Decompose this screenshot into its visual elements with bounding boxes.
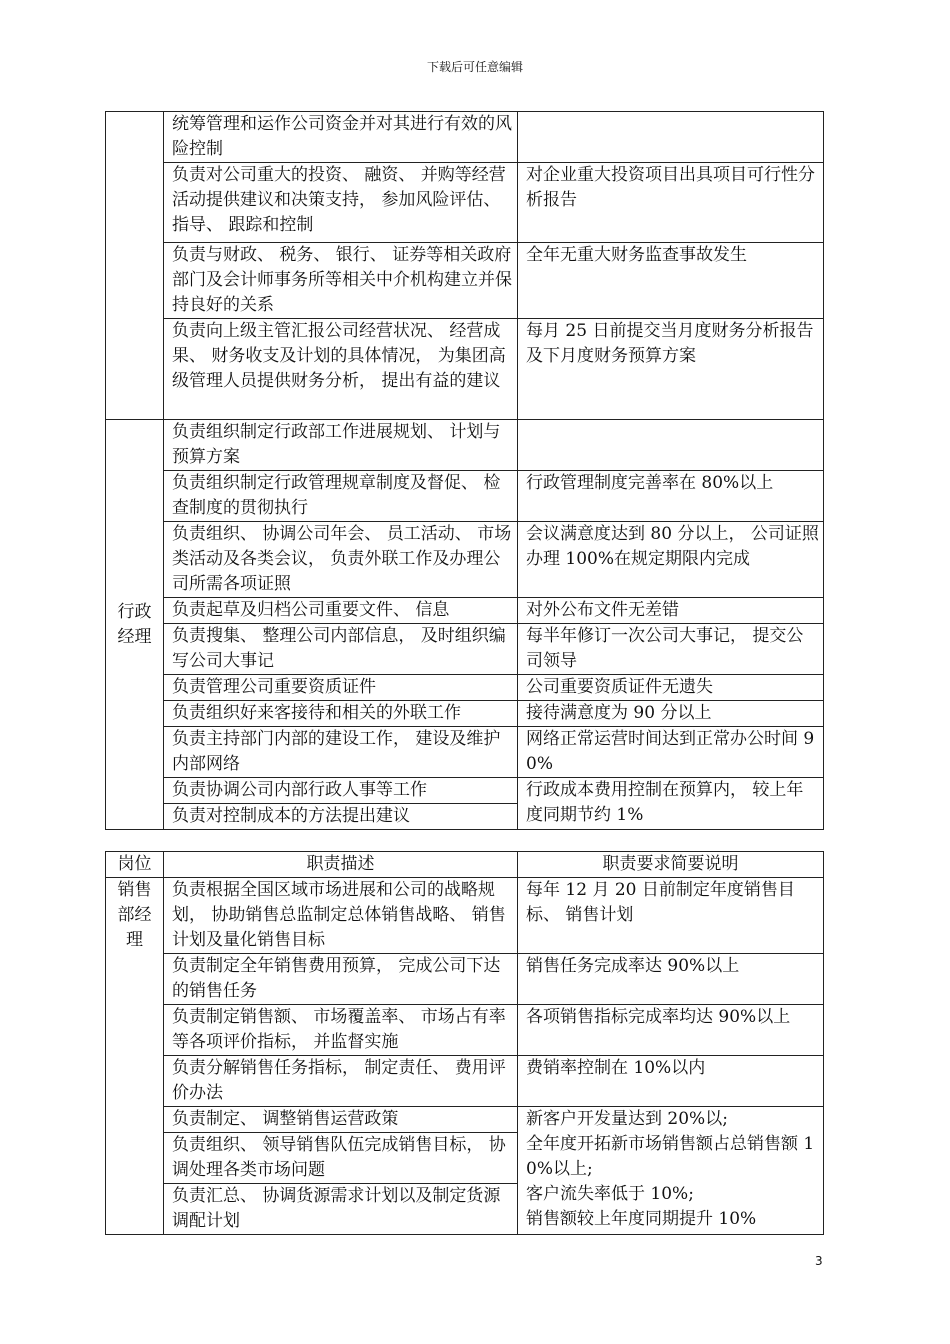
duty-cell: 负责制定、 调整销售运营政策 <box>164 1107 518 1133</box>
table-row <box>106 1005 824 1056</box>
table-row <box>106 624 824 675</box>
duty-cell: 负责对公司重大的投资、 融资、 并购等经营活动提供建议和决策支持， 参加风险评估、 指导、 跟踪和控制 <box>164 163 518 243</box>
duty-cell: 负责搜集、 整理公司内部信息， 及时组织编写公司大事记 <box>164 624 518 675</box>
table-row <box>106 878 824 954</box>
duty-cell: 负责对控制成本的方法提出建议 <box>164 804 518 830</box>
table-row <box>106 1107 824 1133</box>
duty-cell: 负责分解销售任务指标， 制定责任、 费用评价办法 <box>164 1056 518 1107</box>
header-requirement: 职责要求简要说明 <box>518 852 824 878</box>
requirement-cell: 公司重要资质证件无遗失 <box>518 675 824 701</box>
requirement-line: 销售额较上年度同期提升 10% <box>526 1209 757 1229</box>
duty-cell: 负责组织制定行政部工作进展规划、 计划与预算方案 <box>164 420 518 471</box>
requirement-cell: 行政成本费用控制在预算内， 较上年度同期节约 1% <box>518 778 824 830</box>
duty-cell: 负责组织好来客接待和相关的外联工作 <box>164 701 518 727</box>
duty-cell: 统筹管理和运作公司资金并对其进行有效的风险控制 <box>164 112 518 163</box>
table-row <box>106 112 824 163</box>
header-duty: 职责描述 <box>164 852 518 878</box>
position-cell-empty <box>106 112 164 420</box>
table-row <box>106 163 824 243</box>
requirement-cell-merged <box>518 1107 824 1235</box>
position-cell-admin-manager: 行政经理 <box>106 420 164 830</box>
requirement-cell: 网络正常运营时间达到正常办公时间 90% <box>518 727 824 778</box>
table-row <box>106 243 824 319</box>
position-cell-sales-manager: 销售部经理 <box>106 878 164 1235</box>
duty-cell: 负责组织、 领导销售队伍完成销售目标， 协调处理各类市场问题 <box>164 1133 518 1184</box>
table-row <box>106 319 824 420</box>
requirement-cell: 接待满意度为 90 分以上 <box>518 701 824 727</box>
requirement-line: 全年度开拓新市场销售额占总销售额 10%以上; <box>526 1134 815 1179</box>
requirement-cell: 各项销售指标完成率均达 90%以上 <box>518 1005 824 1056</box>
table-row <box>106 598 824 624</box>
requirement-cell: 全年无重大财务监查事故发生 <box>518 243 824 319</box>
duties-table-1 <box>105 111 824 830</box>
table-row <box>106 701 824 727</box>
requirement-line: 新客户开发量达到 20%以; <box>526 1109 728 1129</box>
duty-cell: 负责与财政、 税务、 银行、 证券等相关政府部门及会计师事务所等相关中介机构建立并保持良好的关系 <box>164 243 518 319</box>
requirement-cell: 每半年修订一次公司大事记， 提交公司领导 <box>518 624 824 675</box>
duty-cell: 负责汇总、 协调货源需求计划以及制定货源调配计划 <box>164 1184 518 1235</box>
page-number: 3 <box>815 1254 823 1268</box>
requirement-cell: 费销率控制在 10%以内 <box>518 1056 824 1107</box>
table-row <box>106 675 824 701</box>
requirement-cell: 每月 25 日前提交当月度财务分析报告及下月度财务预算方案 <box>518 319 824 420</box>
duty-cell: 负责协调公司内部行政人事等工作 <box>164 778 518 804</box>
duty-cell: 负责起草及归档公司重要文件、 信息 <box>164 598 518 624</box>
duty-cell: 负责制定销售额、 市场覆盖率、 市场占有率等各项评价指标， 并监督实施 <box>164 1005 518 1056</box>
table-row <box>106 778 824 804</box>
requirement-cell: 销售任务完成率达 90%以上 <box>518 954 824 1005</box>
duty-cell: 负责制定全年销售费用预算， 完成公司下达的销售任务 <box>164 954 518 1005</box>
requirement-cell <box>518 112 824 163</box>
requirement-cell: 行政管理制度完善率在 80%以上 <box>518 471 824 522</box>
table-row <box>106 471 824 522</box>
duties-table-2 <box>105 851 824 1235</box>
requirement-line: 客户流失率低于 10%; <box>526 1184 694 1204</box>
header-position: 岗位 <box>106 852 164 878</box>
table-row <box>106 727 824 778</box>
table-row <box>106 954 824 1005</box>
duty-cell: 负责根据全国区域市场进展和公司的战略规划， 协助销售总监制定总体销售战略、 销售计划及量化销售目标 <box>164 878 518 954</box>
table-row <box>106 420 824 471</box>
table-row <box>106 522 824 598</box>
duty-cell: 负责向上级主管汇报公司经营状况、 经营成果、 财务收支及计划的具体情况， 为集团高级管理人员提供财务分析， 提出有益的建议 <box>164 319 518 420</box>
duty-cell: 负责管理公司重要资质证件 <box>164 675 518 701</box>
duty-cell: 负责组织制定行政管理规章制度及督促、 检查制度的贯彻执行 <box>164 471 518 522</box>
requirement-cell: 每年 12 月 20 日前制定年度销售目标、 销售计划 <box>518 878 824 954</box>
duty-cell: 负责主持部门内部的建设工作， 建设及维护内部网络 <box>164 727 518 778</box>
requirement-cell <box>518 420 824 471</box>
duty-cell: 负责组织、 协调公司年会、 员工活动、 市场类活动及各类会议， 负责外联工作及办理公司所需各项证照 <box>164 522 518 598</box>
requirement-cell: 对外公布文件无差错 <box>518 598 824 624</box>
requirement-cell: 对企业重大投资项目出具项目可行性分析报告 <box>518 163 824 243</box>
table-header-row <box>106 852 824 878</box>
page-header: 下载后可任意编辑 <box>426 60 523 74</box>
requirement-cell: 会议满意度达到 80 分以上， 公司证照办理 100%在规定期限内完成 <box>518 522 824 598</box>
table-row <box>106 1056 824 1107</box>
